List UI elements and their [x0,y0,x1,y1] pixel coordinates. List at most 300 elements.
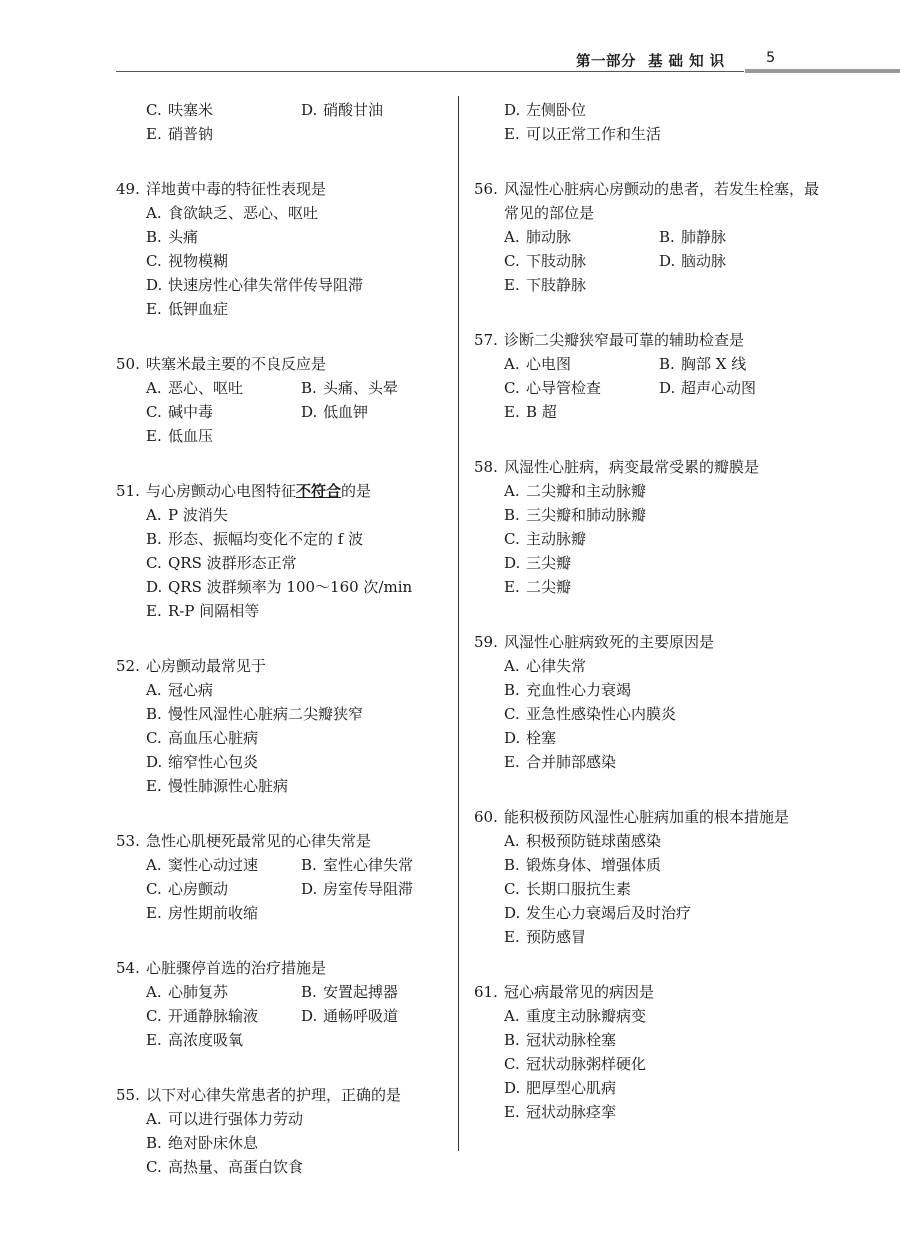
option-text: 可以正常工作和生活 [526,125,662,143]
option-row [504,654,820,678]
option-row [504,1028,820,1052]
option-text: 可以进行强体力劳动 [168,1110,304,1128]
question-text: 能积极预防风湿性心脏病加重的根本措施是 [504,808,790,826]
question-q56 [474,177,820,297]
option [504,527,659,551]
question-text: 心脏骤停首选的治疗措施是 [146,959,327,977]
option-letter: A. [146,1110,162,1128]
option-row [146,201,456,225]
option-letter: C. [146,403,162,421]
option [504,551,659,575]
option [504,122,662,146]
option-row [504,750,820,774]
option [504,1004,659,1028]
option-text: 心律失常 [526,657,587,675]
option [504,98,659,122]
option-row [504,901,820,925]
question-q52 [116,654,456,798]
question-number: 55. [116,1086,140,1104]
option-letter: E. [504,578,520,596]
question-stem [116,352,456,376]
option-text: 肺动脉 [526,228,572,246]
option-letter: E. [504,753,520,771]
question-q50 [116,352,456,448]
question-text: 的是 [341,482,372,500]
option-letter: D. [504,904,521,922]
option-text: 低血压 [168,427,214,445]
options [116,853,456,925]
option [504,479,659,503]
option [146,400,301,424]
options [474,225,820,297]
option-text: 高血压心脏病 [168,729,259,747]
question-number: 49. [116,180,140,198]
option-row [146,575,456,599]
option-text: 缩窄性心包炎 [168,753,259,771]
options [474,654,820,774]
option-row [146,901,456,925]
option-text: 三尖瓣和肺动脉瓣 [526,506,647,524]
option-text: 慢性肺源性心脏病 [168,777,289,795]
question-emphasis: 不符合 [296,482,342,500]
question-q57 [474,328,820,424]
option-row [146,980,456,1004]
option-text: 窦性心动过速 [168,856,259,874]
option [146,98,301,122]
option-text: 室性心律失常 [323,856,414,874]
options [116,376,456,448]
option-letter: A. [146,856,162,874]
option-text: 冠状动脉痉挛 [526,1103,617,1121]
option [504,678,659,702]
question-number: 56. [474,180,498,198]
option-letter: E. [146,427,162,445]
option-text: 心房颤动 [168,880,229,898]
option-text: 下肢动脉 [526,252,587,270]
option [146,901,301,925]
option [504,702,677,726]
option [146,424,301,448]
option-text: 超声心动图 [681,379,757,397]
option-letter: E. [146,125,162,143]
option-letter: E. [504,276,520,294]
option-row [146,1131,456,1155]
options [474,352,820,424]
options [474,479,820,599]
option [146,599,301,623]
option-letter: C. [504,252,520,270]
question-stem [116,829,456,853]
option-letter: B. [659,228,675,246]
option-row [504,352,820,376]
option [146,774,301,798]
question-stem [474,177,820,225]
question-text: 急性心肌梗死最常见的心律失常是 [146,832,372,850]
option [146,1131,301,1155]
option-letter: B. [301,856,317,874]
option-text: 通畅呼吸道 [323,1007,399,1025]
option-text: 下肢静脉 [526,276,587,294]
header-bar [745,69,900,73]
option-row [504,925,820,949]
question-number: 52. [116,657,140,675]
option [504,654,659,678]
question-number: 57. [474,331,498,349]
section-label: 第一部分 [576,54,636,70]
running-head [576,50,725,71]
option-letter: B. [504,1031,520,1049]
option-letter: D. [146,753,163,771]
option-text: 慢性风湿性心脏病二尖瓣狭窄 [168,705,364,723]
option-text: P 波消失 [168,506,228,524]
option-row [146,853,456,877]
option [301,400,456,424]
option [146,877,301,901]
question-text: 冠心病最常见的病因是 [504,983,655,1001]
page-number: 5 [766,50,776,66]
option-letter: C. [146,729,162,747]
option-letter: A. [504,832,520,850]
question-stem [116,479,456,503]
option [301,98,456,122]
option-letter: E. [146,777,162,795]
option-letter: A. [504,1007,520,1025]
option-text: 发生心力衰竭后及时治疗 [526,904,692,922]
option-text: 冠心病 [168,681,214,699]
option [146,980,301,1004]
option-text: 头痛 [168,228,199,246]
question-text: 诊断二尖瓣狭窄最可靠的辅助检查是 [504,331,745,349]
option [146,273,364,297]
option-text: 二尖瓣 [526,578,572,596]
options [116,980,456,1052]
header-rule [116,71,744,72]
options [116,98,456,146]
option-letter: E. [504,928,520,946]
option-letter: D. [504,101,521,119]
option [301,853,456,877]
option-text: 三尖瓣 [526,554,572,572]
option-letter: E. [504,1103,520,1121]
option [504,352,659,376]
option [504,750,659,774]
option [504,1052,659,1076]
option-row [504,479,820,503]
option [146,122,301,146]
option-row [504,1004,820,1028]
option-letter: E. [146,1031,162,1049]
option [504,877,659,901]
option-letter: C. [504,1055,520,1073]
option-letter: E. [504,403,520,421]
question-q48cont [116,98,456,146]
option-row [146,599,456,623]
option [301,376,456,400]
option-text: 冠状动脉栓塞 [526,1031,617,1049]
option-letter: B. [146,228,162,246]
option-letter: D. [146,276,163,294]
option-letter: A. [504,482,520,500]
option-text: 恶心、呕吐 [168,379,244,397]
question-q60 [474,805,820,949]
option-row [504,726,820,750]
question-text: 风湿性心脏病致死的主要原因是 [504,633,715,651]
option-text: 长期口服抗生素 [526,880,632,898]
question-number: 59. [474,633,498,651]
option [504,1100,659,1124]
option-row [146,750,456,774]
option-letter: C. [146,1007,162,1025]
question-stem [116,654,456,678]
question-q54 [116,956,456,1052]
option-row [146,1028,456,1052]
option-letter: B. [504,681,520,699]
option-row [146,774,456,798]
option-text: 低钾血症 [168,300,229,318]
option-letter: D. [504,554,521,572]
option [659,249,814,273]
question-number: 60. [474,808,498,826]
option-letter: D. [301,403,318,421]
option [301,1004,456,1028]
option-letter: D. [301,880,318,898]
option [301,877,456,901]
option-text: 绝对卧床休息 [168,1134,259,1152]
option [504,853,662,877]
option-letter: C. [146,252,162,270]
option [504,1076,659,1100]
option-row [146,424,456,448]
option-row [504,575,820,599]
option-letter: A. [504,355,520,373]
question-stem [474,328,820,352]
option-letter: D. [504,729,521,747]
option-text: R-P 间隔相等 [168,602,260,620]
option-letter: C. [504,379,520,397]
option-text: 锻炼身体、增强体质 [526,856,662,874]
option-row [504,122,820,146]
option-letter: C. [146,1158,162,1176]
option [504,901,692,925]
option-row [146,877,456,901]
question-q55 [116,1083,456,1179]
option-row [146,376,456,400]
option-row [146,1107,456,1131]
option-letter: B. [301,379,317,397]
option-row [504,1076,820,1100]
option-row [504,400,820,424]
option-row [504,249,820,273]
option-letter: D. [301,101,318,119]
option-row [504,527,820,551]
option [146,702,364,726]
option-text: 积极预防链球菌感染 [526,832,662,850]
option-text: 肺静脉 [681,228,727,246]
option [146,249,301,273]
option-letter: D. [659,379,676,397]
question-stem [116,956,456,980]
options [116,678,456,798]
option-text: 食欲缺乏、恶心、呕吐 [168,204,319,222]
option [146,1155,304,1179]
option-row [146,400,456,424]
option [504,273,659,297]
option [504,575,659,599]
option-text: 开通静脉输液 [168,1007,259,1025]
option-letter: B. [301,983,317,1001]
option-text: 安置起搏器 [323,983,399,1001]
question-q53 [116,829,456,925]
question-text: 与心房颤动心电图特征 [146,482,297,500]
option [504,503,659,527]
option-text: 碱中毒 [168,403,214,421]
option [146,376,301,400]
option-letter: B. [146,705,162,723]
option-row [146,1004,456,1028]
question-q51 [116,479,456,623]
option-text: 二尖瓣和主动脉瓣 [526,482,647,500]
option-letter: E. [146,904,162,922]
question-text: 心房颤动最常见于 [146,657,267,675]
option [659,225,814,249]
option-row [146,678,456,702]
question-number: 50. [116,355,140,373]
question-text: 以下对心律失常患者的护理，正确的是 [146,1086,402,1104]
option-row [146,273,456,297]
question-number: 61. [474,983,498,1001]
option-row [504,273,820,297]
option [504,1028,659,1052]
option [146,1028,301,1052]
option [504,249,659,273]
question-text: 风湿性心脏病，病变最常受累的瓣膜是 [504,458,760,476]
column-divider [458,96,459,1151]
option [504,829,662,853]
option [146,503,301,527]
page-header [0,0,900,80]
option-text: QRS 波群形态正常 [168,554,297,572]
option [146,750,301,774]
question-stem [474,805,820,829]
option-text: 冠状动脉粥样硬化 [526,1055,647,1073]
option-text: 高浓度吸氧 [168,1031,244,1049]
option-row [146,98,456,122]
option-text: 心电图 [526,355,572,373]
option-text: 硝酸甘油 [323,101,384,119]
option-row [504,877,820,901]
option-row [504,503,820,527]
option-row [146,225,456,249]
question-text: 呋塞米最主要的不良反应是 [146,355,327,373]
option-row [146,551,456,575]
option-text: 亚急性感染性心内膜炎 [526,705,677,723]
option [146,1107,304,1131]
option-letter: C. [146,101,162,119]
option [146,551,301,575]
right-column [474,98,820,1155]
option-text: 脑动脉 [681,252,727,270]
option [504,376,659,400]
option-letter: A. [146,204,162,222]
option-text: 重度主动脉瓣病变 [526,1007,647,1025]
question-number: 54. [116,959,140,977]
option-letter: D. [301,1007,318,1025]
option-text: 胸部 X 线 [681,355,747,373]
question-stem [474,980,820,1004]
question-q61 [474,980,820,1124]
option-letter: A. [146,983,162,1001]
option-letter: B. [504,856,520,874]
option [659,376,814,400]
option [146,678,301,702]
option-letter: A. [504,228,520,246]
option-row [504,225,820,249]
option [146,726,301,750]
option-row [504,853,820,877]
option-letter: A. [146,379,162,397]
option-letter: C. [146,880,162,898]
question-q49 [116,177,456,321]
option-row [504,1100,820,1124]
question-q59 [474,630,820,774]
option-letter: D. [146,578,163,596]
option [146,527,364,551]
question-stem [116,1083,456,1107]
option-text: 主动脉瓣 [526,530,587,548]
option-row [504,376,820,400]
options [116,503,456,623]
option-text: 视物模糊 [168,252,229,270]
option-row [146,1155,456,1179]
option-letter: D. [504,1079,521,1097]
option-row [146,297,456,321]
option-letter: B. [659,355,675,373]
option-row [504,98,820,122]
question-number: 53. [116,832,140,850]
option-letter: E. [146,300,162,318]
option-letter: B. [504,506,520,524]
option [301,980,456,1004]
option-row [146,527,456,551]
option-text: 高热量、高蛋白饮食 [168,1158,304,1176]
option-text: 心肺复苏 [168,983,229,1001]
option-text: 合并肺部感染 [526,753,617,771]
option-row [146,702,456,726]
option [146,575,413,599]
option-letter: E. [146,602,162,620]
option-row [146,249,456,273]
options [474,98,820,146]
option-letter: C. [504,530,520,548]
option-letter: A. [146,506,162,524]
option [146,225,301,249]
option-row [146,726,456,750]
options [474,829,820,949]
option-text: 低血钾 [323,403,369,421]
option-text: 房室传导阻滞 [323,880,414,898]
option-text: 硝普钠 [168,125,214,143]
option-text: 房性期前收缩 [168,904,259,922]
option [146,201,319,225]
question-text: 风湿性心脏病心房颤动的患者，若发生栓塞，最常见的部位是 [504,180,820,222]
option-row [146,503,456,527]
option-letter: B. [146,1134,162,1152]
option-text: 快速房性心律失常伴传导阻滞 [168,276,364,294]
option-row [504,1052,820,1076]
option-text: 充血性心力衰竭 [526,681,632,699]
option-row [504,702,820,726]
option-row [504,829,820,853]
